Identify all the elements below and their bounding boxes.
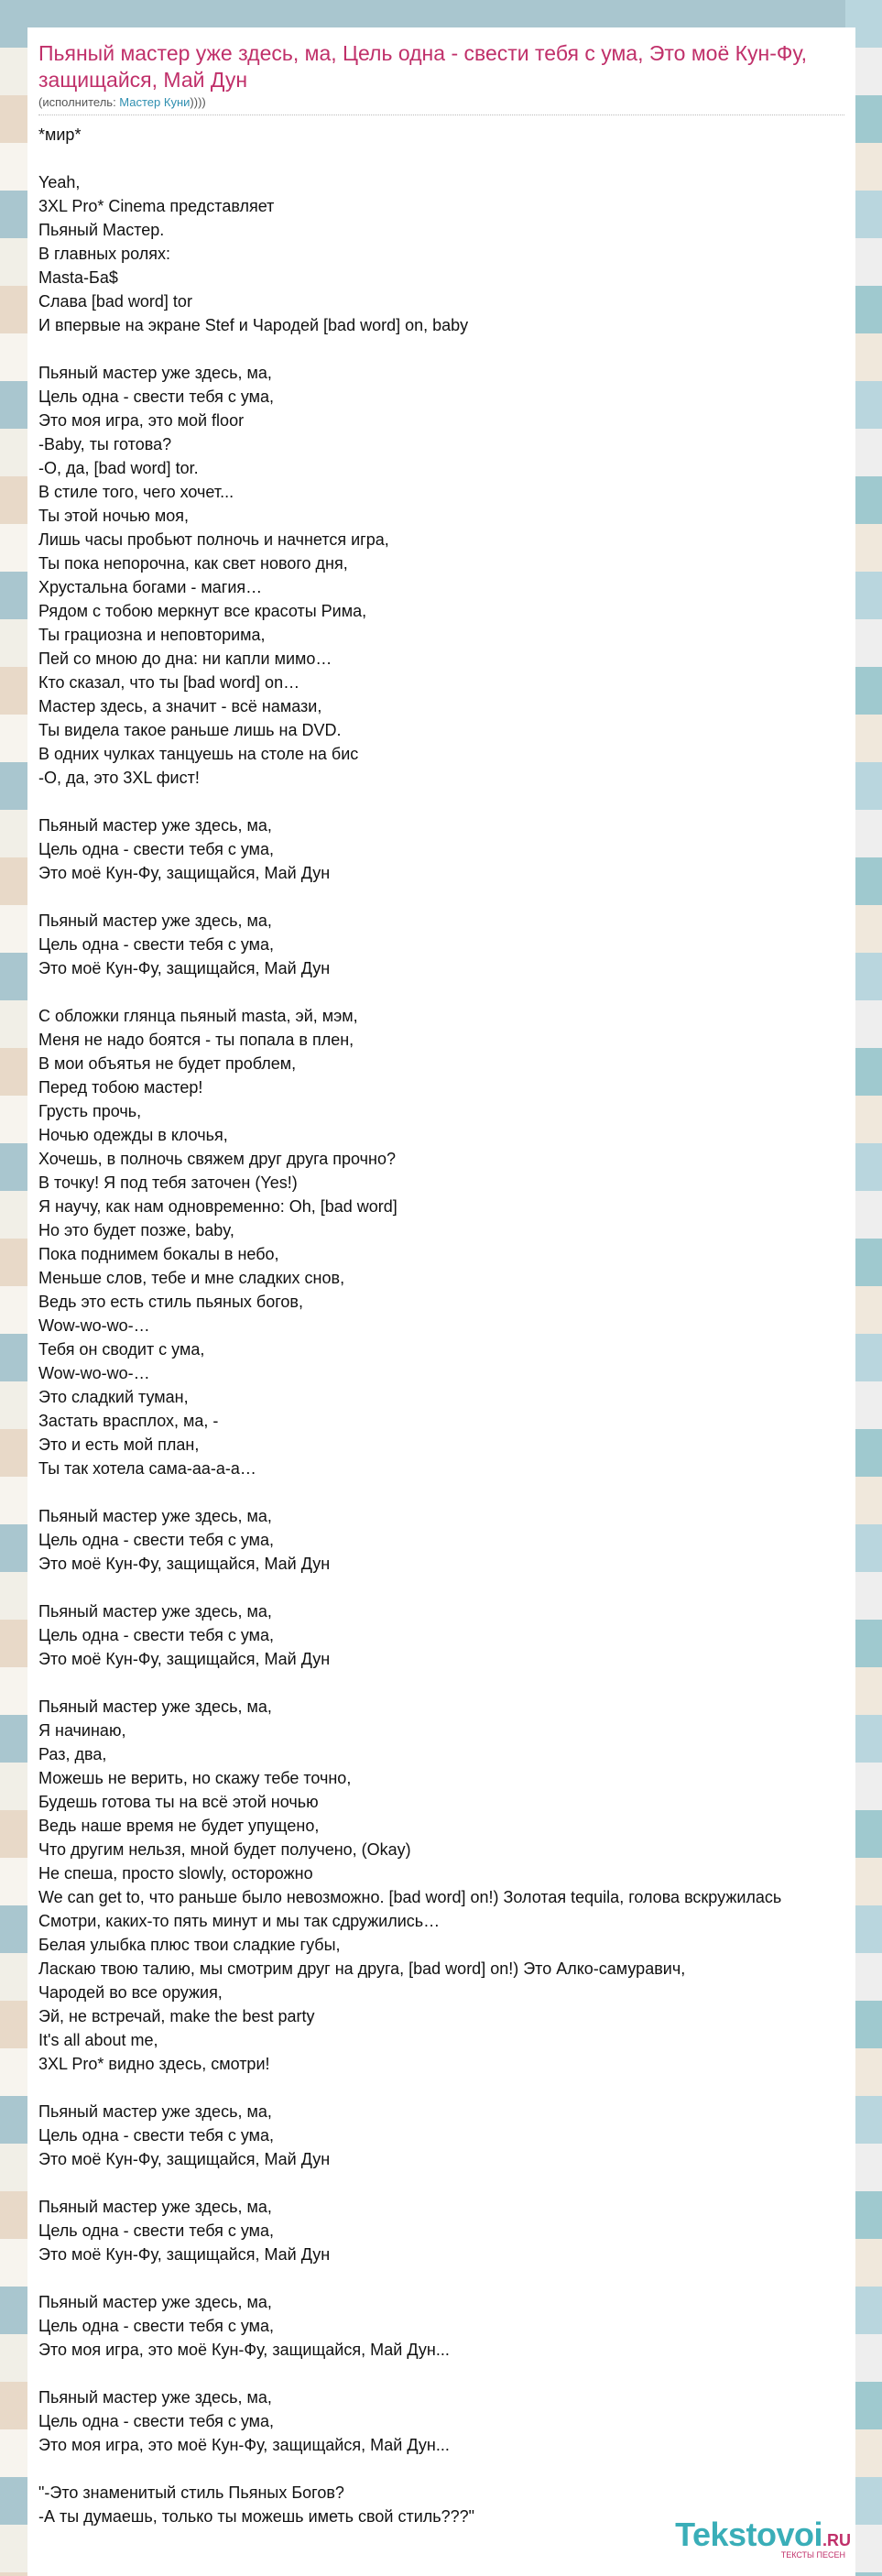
logo-domain: .RU: [822, 2531, 851, 2549]
performer-link[interactable]: Мастер Куни: [119, 95, 191, 109]
performer-line: [38, 95, 844, 109]
logo-tagline: ТЕКСТЫ ПЕСЕН: [780, 2550, 845, 2560]
site-logo[interactable]: [675, 2516, 851, 2560]
logo-wordmark: Tekstovoi: [675, 2516, 822, 2553]
page-title: Пьяный мастер уже здесь, ма, Цель одна - свести тебя с ума, Это моё Кун-Фу, защищайся, Май Дун: [38, 41, 807, 92]
performer-prefix: (исполнитель:: [38, 95, 120, 109]
performer-suffix: )))): [190, 95, 206, 109]
lyrics-page: [27, 27, 855, 2576]
lyrics-text: *мир* Yeah, 3XL Pro* Cinema представляет Пьяный Мастер. В главных ролях: Masta-Ба$ Слава [bad word] tor И впервые на экране Stef и Чародей [bad word] on, baby Пьяный мастер уже здесь, ма, Цель одна - свести тебя с ума, Это моя игра, это мой floor -Baby, ты готова? -О, да, [bad word] tor. В стиле того, чего хочет... Ты этой ночью моя, Лишь часы пробьют полночь и начнется игра, Ты пока непорочна, как свет нового дня, Хрустальна богами - магия… Рядом с тобою меркнут все красоты Рима, Ты грациозна и неповторима, Пей со мною до дна: ни капли мимо… Кто сказал, что ты [bad word] on… Мастер здесь, а значит - всё намази, Ты видела такое раньше лишь на DVD. В одних чулках танцуешь на столе на бис -О, да, это 3XL фист! Пьяный мастер уже здесь, ма, Цель одна - свести тебя с ума, Это моё Кун-Фу, защищайся, Май Дун Пьяный мастер уже здесь, ма, Цель одна - свести тебя с ума, Это моё Кун-Фу, защищайся, Май Дун С обложки глянца пьяный masta, эй, мэм, Меня не надо боятся - ты попала в плен, В мои объятья не будет проблем, Перед тобою мастер! Грусть прочь, Ночью одежды в клочья, Хочешь, в полночь свяжем друг друга прочно? В точку! Я под тебя заточен (Yes!) Я научу, как нам одновременно: Oh, [bad word] Но это будет позже, baby, Пока поднимем бокалы в небо, Меньше слов, тебе и мне сладких снов, Ведь это есть стиль пьяных богов, Wow-wo-wo-… Тебя он сводит с ума, Wow-wo-wo-… Это сладкий туман, Застать врасплох, ма, - Это и есть мой план, Ты так хотела сама-аа-а-а… Пьяный мастер уже здесь, ма, Цель одна - свести тебя с ума, Это моё Кун-Фу, защищайся, Май Дун Пьяный мастер уже здесь, ма, Цель одна - свести тебя с ума, Это моё Кун-Фу, защищайся, Май Дун Пьяный мастер уже здесь, ма, Я начинаю, Раз, два, Можешь не верить, но скажу тебе точно, Будешь готова ты на всё этой ночью Ведь наше время не будет упущено, Что другим нельзя, мной будет получено, (Okay) Не спеша, просто slowly, осторожно We can get to, что раньше было невозможно. [bad word] on!) Золотая tequila, голова вскружилась Смотри, каких-то пять минут и мы так сдружились… Белая улыбка плюс твои сладкие губы, Ласкаю твою талию, мы смотрим друг на друга, [bad word] on!) Это Алко-самуравич, Чародей во все оружия, Эй, не встречай, make the best party It's all about me, 3XL Pro* видно здесь, смотри! Пьяный мастер уже здесь, ма, Цель одна - свести тебя с ума, Это моё Кун-Фу, защищайся, Май Дун Пьяный мастер уже здесь, ма, Цель одна - свести тебя с ума, Это моё Кун-Фу, защищайся, Май Дун Пьяный мастер уже здесь, ма, Цель одна - свести тебя с ума, Это моя игра, это моё Кун-Фу, защищайся, Май Дун... Пьяный мастер уже здесь, ма, Цель одна - свести тебя с ума, Это моя игра, это моё Кун-Фу, защищайся, Май Дун... "-Это знаменитый стиль Пьяных Богов? -А ты думаешь, только ты можешь иметь свой стиль???": [38, 126, 782, 2526]
